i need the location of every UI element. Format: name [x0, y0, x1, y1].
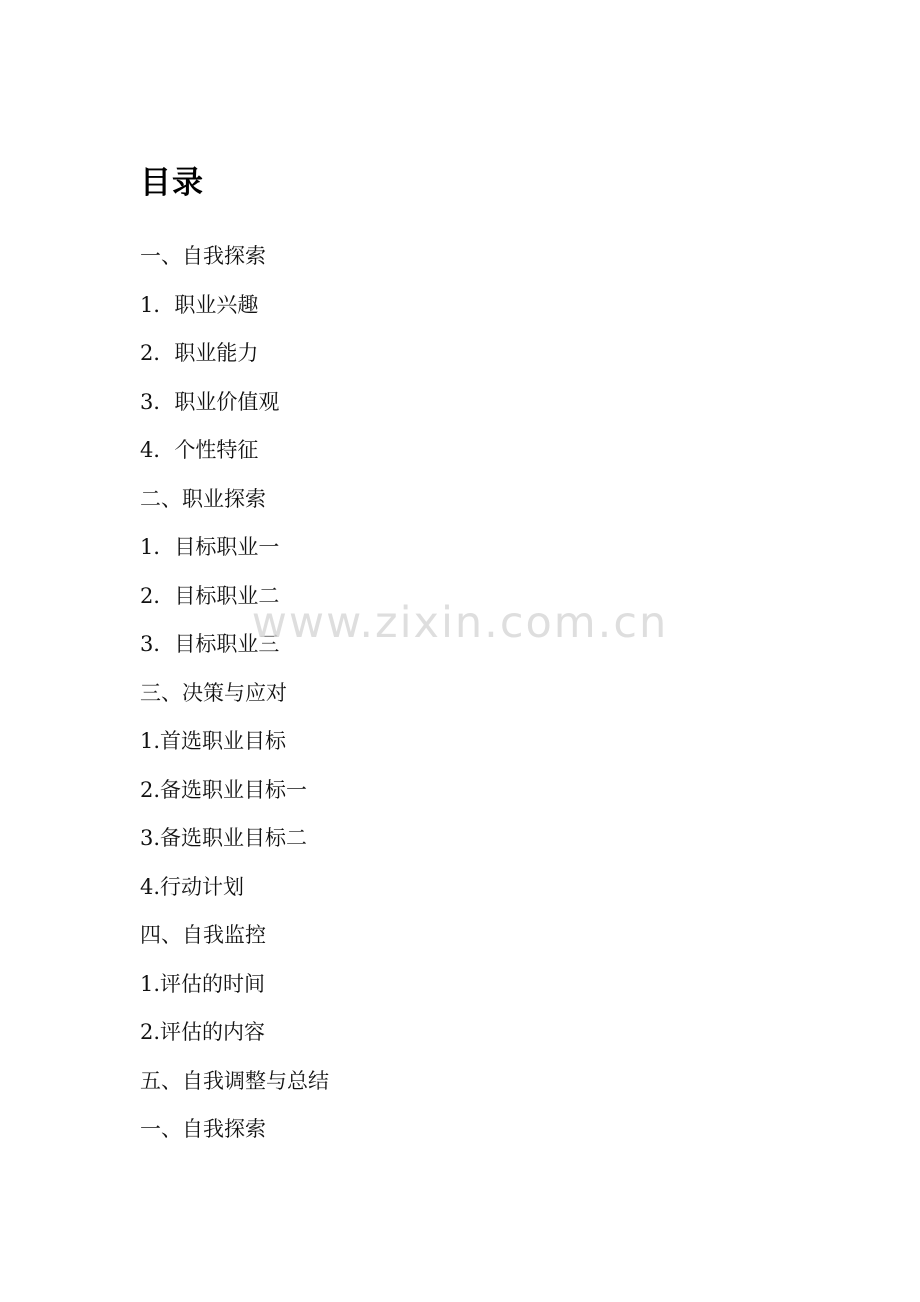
toc-entry[interactable]: 四、自我监控	[140, 923, 266, 948]
toc-entry[interactable]: 1．职业兴趣	[140, 292, 259, 317]
toc-entry[interactable]: 五、自我调整与总结	[140, 1068, 329, 1093]
toc-entry[interactable]: 1.首选职业目标	[140, 729, 287, 754]
toc-entry[interactable]: 2．目标职业二	[140, 583, 280, 608]
toc-entry[interactable]: 3.备选职业目标二	[140, 826, 308, 851]
toc-entry[interactable]: 3．职业价值观	[140, 389, 280, 414]
toc-entry[interactable]: 2．职业能力	[140, 341, 259, 366]
toc-entry[interactable]: 1.评估的时间	[140, 971, 266, 996]
toc-entry[interactable]: 三、决策与应对	[140, 680, 287, 705]
toc-entry[interactable]: 4.行动计划	[140, 874, 245, 899]
page-title: 目录	[140, 165, 204, 201]
toc-entry[interactable]: 2.备选职业目标一	[140, 777, 308, 802]
toc-entry[interactable]: 二、职业探索	[140, 486, 266, 511]
toc-entry[interactable]: 4．个性特征	[140, 438, 259, 463]
toc-entry[interactable]: 1．目标职业一	[140, 535, 280, 560]
table-of-contents	[140, 246, 830, 1140]
watermark: www.zixin.com.cn	[251, 598, 669, 648]
toc-entry[interactable]: 一、自我探索	[140, 244, 266, 269]
toc-entry[interactable]: 3．目标职业三	[140, 632, 280, 657]
toc-entry[interactable]: 2.评估的内容	[140, 1020, 266, 1045]
document-content	[140, 165, 830, 1168]
toc-entry[interactable]: 一、自我探索	[140, 1117, 266, 1142]
